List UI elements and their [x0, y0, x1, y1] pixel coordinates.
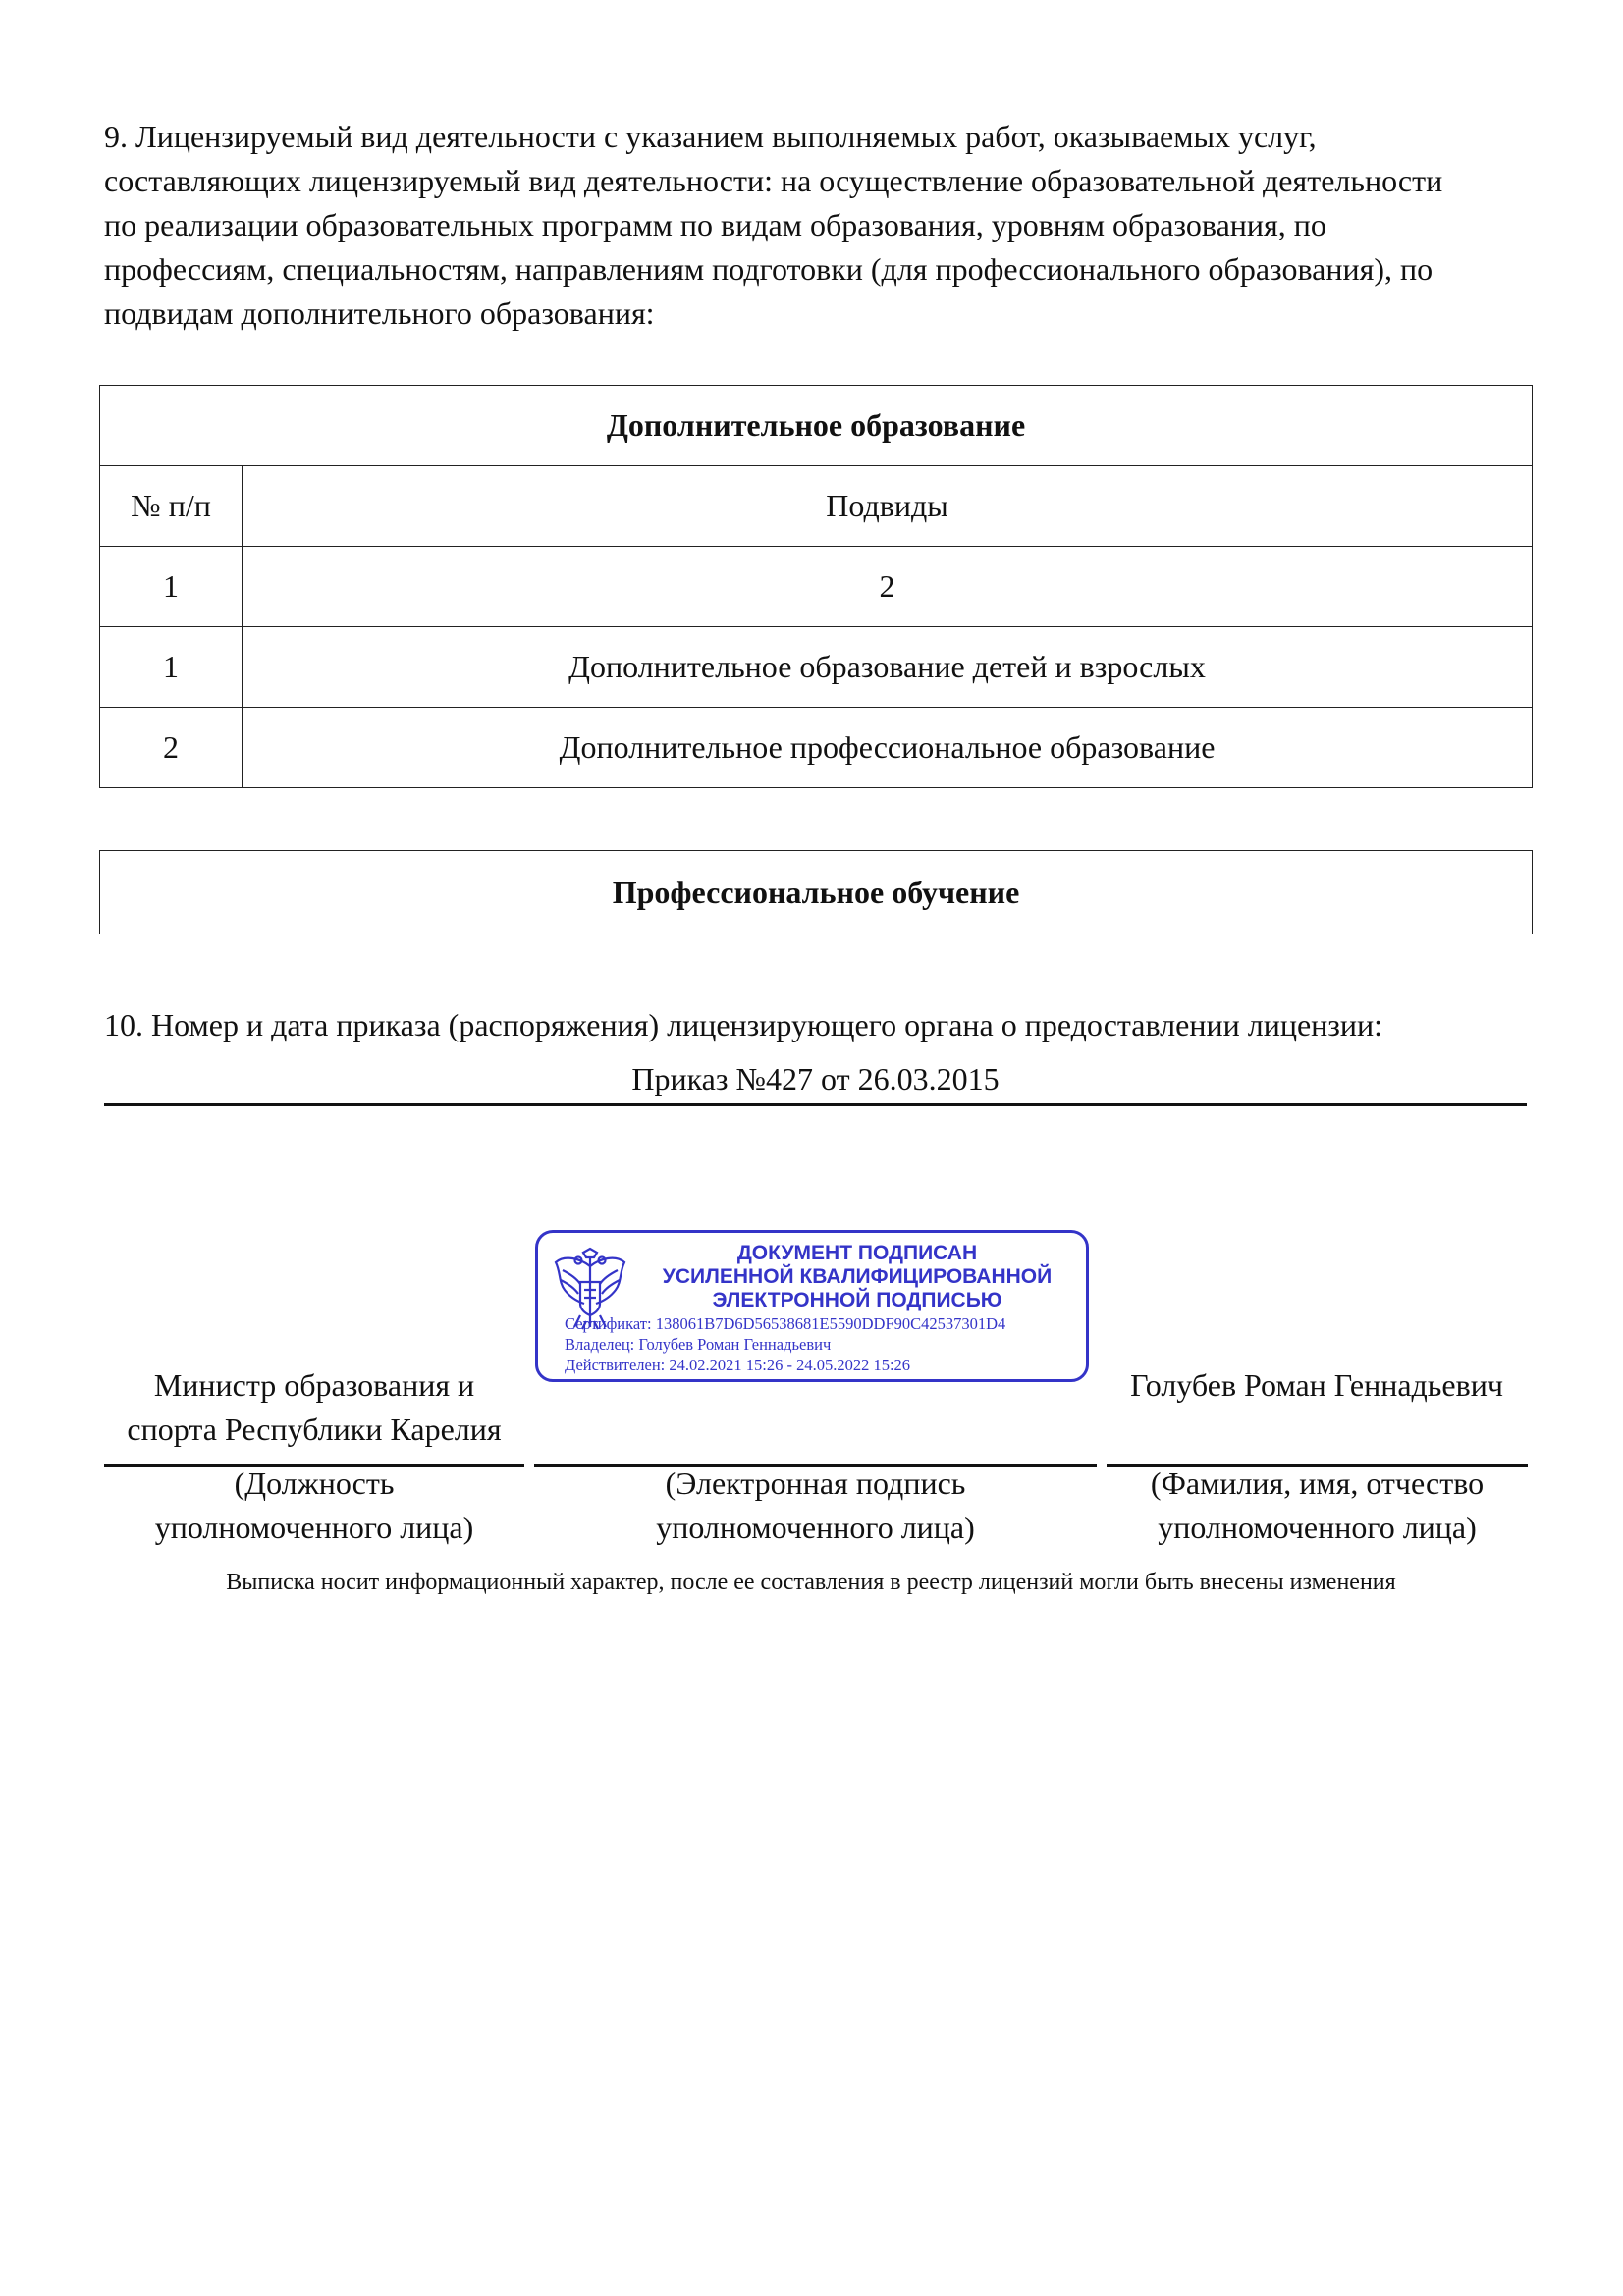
official-position-line: Министр образования и: [153, 1367, 475, 1403]
item-9-line: составляющих лицензируемый вид деятельности: на осуществление образовательной деятельности: [104, 163, 1443, 198]
caption-signature: [534, 1462, 1097, 1550]
caption-position: [104, 1462, 524, 1550]
header-num: № п/п: [100, 466, 243, 547]
table-title-row: [100, 386, 1533, 466]
official-name: Голубев Роман Геннадьевич: [1130, 1367, 1503, 1403]
table-header-row: [100, 466, 1533, 547]
item-9-line: по реализации образовательных программ по видам образования, уровням образования, по: [104, 207, 1326, 242]
caption-name: [1107, 1462, 1528, 1550]
table-row: [100, 627, 1533, 708]
row-num: 1: [100, 627, 243, 708]
official-position: [104, 1363, 524, 1452]
stamp-validity: Действителен: 24.02.2021 15:26 - 24.05.2022 15:26: [565, 1356, 911, 1374]
additional-education-table: [99, 385, 1533, 788]
professional-training-table: [99, 850, 1533, 934]
stamp-heading: УСИЛЕННОЙ КВАЛИФИЦИРОВАННОЙ: [662, 1265, 1053, 1288]
stamp-heading: ЭЛЕКТРОННОЙ ПОДПИСЬЮ: [712, 1289, 1002, 1311]
caption-line: уполномоченного лица): [656, 1510, 975, 1545]
item-9-paragraph: [104, 115, 1518, 336]
table-title-row: [100, 851, 1533, 934]
caption-line: уполномоченного лица): [154, 1510, 474, 1545]
item-9-line: профессиям, специальностям, направлениям подготовки (для профессионального образования), по: [104, 251, 1434, 287]
index-num: 1: [100, 547, 243, 627]
table-row: [100, 708, 1533, 788]
electronic-signature-stamp: [535, 1230, 1089, 1382]
row-num: 2: [100, 708, 243, 788]
stamp-heading: ДОКУМЕНТ ПОДПИСАН: [736, 1242, 978, 1264]
caption-line: (Должность: [234, 1466, 395, 1501]
stamp-certificate: Сертификат: 138061B7D6D56538681E5590DDF90C42537301D4: [565, 1314, 1006, 1333]
table-title: Дополнительное образование: [100, 386, 1533, 466]
order-number: Приказ №427 от 26.03.2015: [104, 1054, 1527, 1106]
row-name: Дополнительное профессиональное образование: [243, 708, 1533, 788]
table-index-row: [100, 547, 1533, 627]
row-name: Дополнительное образование детей и взрослых: [243, 627, 1533, 708]
caption-line: (Электронная подпись: [665, 1466, 966, 1501]
footer-note: Выписка носит информационный характер, после ее составления в реестр лицензий могли быть внесены изменения: [226, 1570, 1396, 1595]
item-10-text: 10. Номер и дата приказа (распоряжения) лицензирующего органа о предоставлении лицензии:: [104, 1007, 1383, 1042]
index-subtypes: 2: [243, 547, 1533, 627]
item-9-line: 9. Лицензируемый вид деятельности с указанием выполняемых работ, оказываемых услуг,: [104, 119, 1317, 154]
caption-line: уполномоченного лица): [1158, 1510, 1477, 1545]
official-position-line: спорта Республики Карелия: [127, 1412, 502, 1447]
header-subtypes: Подвиды: [243, 466, 1533, 547]
table-title: Профессиональное обучение: [100, 851, 1533, 934]
stamp-owner: Владелец: Голубев Роман Геннадьевич: [565, 1335, 832, 1354]
item-9-line: подвидам дополнительного образования:: [104, 295, 655, 331]
caption-line: (Фамилия, имя, отчество: [1150, 1466, 1485, 1501]
